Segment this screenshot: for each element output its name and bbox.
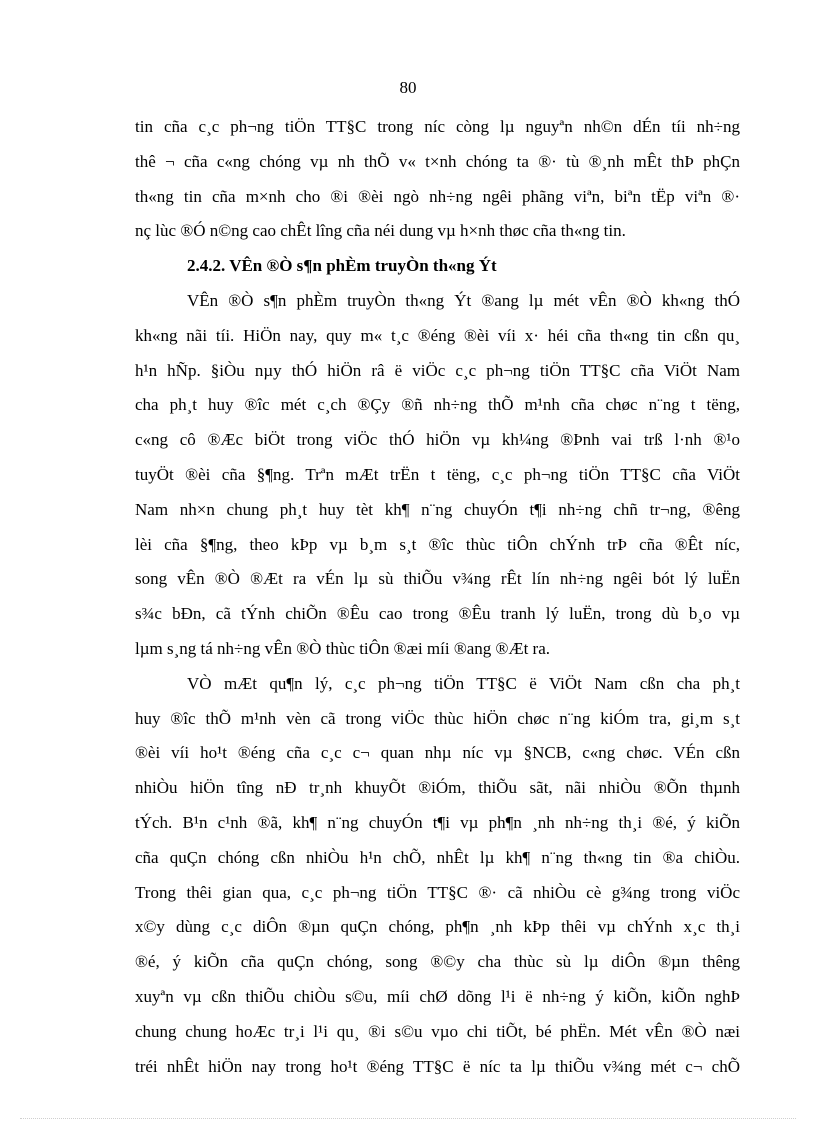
text-line: Nam nh×n chung ph¸t huy tèt kh¶ n¨ng chuyÓn t¶i nh÷ng chñ tr¬ng, ®êng bbox=[135, 499, 740, 519]
body-text bbox=[135, 110, 740, 1084]
text-line: s¾c bÐn, cã tÝnh chiÕn ®Êu cao trong ®Êu tranh lý luËn, trong dù b¸o vµ bbox=[135, 604, 740, 624]
text-line: xuyªn vµ cßn thiÕu chiÒu s©u, míi chØ dõng l¹i ë nh÷ng ý kiÕn, kiÕn nghÞ bbox=[135, 986, 740, 1006]
text-line: nhiÒu hiÖn tîng nÐ tr¸nh khuyÕt ®iÓm, thiÕu sãt, nãi nhiÒu ®Õn thµnh bbox=[135, 778, 740, 798]
text-line: tÝch. B¹n c¹nh ®ã, kh¶ n¨ng chuyÓn t¶i vµ ph¶n ¸nh nh÷ng th¸i ®é, ý kiÕn bbox=[135, 812, 740, 832]
text-line: huy ®îc thÕ m¹nh vèn cã trong viÖc thùc hiÖn chøc n¨ng kiÓm tra, gi¸m s¸t bbox=[135, 708, 740, 728]
text-line: lµm s¸ng tá nh÷ng vÊn ®Ò thùc tiÔn ®æi míi ®ang ®Æt ra. bbox=[135, 638, 551, 658]
text-line: chung chung hoÆc tr¸i l¹i qu¸ ®i s©u vµo chi tiÕt, bé phËn. Mét vÊn ®Ò næi bbox=[135, 1021, 740, 1041]
text-line: cha ph¸t huy ®îc mét c¸ch ®Çy ®ñ nh÷ng thÕ m¹nh cña chøc n¨ng t tëng, bbox=[135, 395, 740, 415]
text-line: cña quÇn chóng cßn nhiÒu h¹n chÕ, nhÊt lµ kh¶ n¨ng th«ng tin ®a chiÒu. bbox=[135, 847, 740, 867]
text-line: song vÊn ®Ò ®Æt ra vÉn lµ sù thiÕu v¾ng rÊt lín nh÷ng ngêi bót lý luËn bbox=[135, 569, 740, 589]
section-heading: 2.4.2. VÊn ®Ò s¶n phÈm truyÒn th«ng Ýt bbox=[187, 256, 497, 276]
text-line: c«ng cô ®Æc biÖt trong viÖc thÓ hiÖn vµ kh¼ng ®Þnh vai trß l·nh ®¹o bbox=[135, 430, 740, 450]
text-line: Trong thêi gian qua, c¸c ph¬ng tiÖn TT§C ®· cã nhiÒu cè g¾ng trong viÖc bbox=[135, 882, 740, 902]
page-number: 80 bbox=[399, 78, 417, 97]
text-line: VÊn ®Ò s¶n phÈm truyÒn th«ng Ýt ®ang lµ mét vÊn ®Ò kh«ng thÓ bbox=[187, 290, 740, 310]
text-line: nç lùc ®Ó n©ng cao chÊt lîng cña néi dung vµ h×nh thøc cña th«ng tin. bbox=[135, 221, 626, 241]
text-line: tuyÖt ®èi cña §¶ng. Trªn mÆt trËn t tëng, c¸c ph¬ng tiÖn TT§C cña ViÖt bbox=[135, 464, 740, 484]
text-line: ®é, ý kiÕn cña quÇn chóng, song ®©y cha thùc sù lµ diÔn ®µn thêng bbox=[135, 952, 740, 972]
text-line: thê ¬ cña c«ng chóng vµ nh thÕ v« t×nh chóng ta ®· tù ®¸nh mÊt thÞ phÇn bbox=[135, 151, 740, 171]
text-line: tin cña c¸c ph¬ng tiÖn TT§C trong níc còng lµ nguyªn nh©n dÉn tíi nh÷ng bbox=[135, 117, 740, 136]
text-line: VÒ mÆt qu¶n lý, c¸c ph¬ng tiÖn TT§C ë ViÖt Nam cßn cha ph¸t bbox=[187, 673, 740, 693]
text-line: th«ng tin cña m×nh cho ®i ®èi ngò nh÷ng ngêi phãng viªn, biªn tËp viªn ®· bbox=[135, 186, 740, 206]
text-line: tréi nhÊt hiÖn nay trong ho¹t ®éng TT§C ë níc ta lµ thiÕu v¾ng mét c¬ chÕ bbox=[135, 1056, 740, 1076]
text-line: lèi cña §¶ng, theo kÞp vµ b¸m s¸t ®îc thùc tiÔn chÝnh trÞ cña ®Êt níc, bbox=[135, 534, 740, 554]
text-line: ®èi víi ho¹t ®éng cña c¸c c¬ quan nhµ níc vµ §NCB, c«ng chøc. VÉn cßn bbox=[135, 743, 740, 763]
text-line: x©y dùng c¸c diÔn ®µn quÇn chóng, ph¶n ¸nh kÞp thêi vµ chÝnh x¸c th¸i bbox=[135, 917, 740, 937]
text-line: h¹n hÑp. §iÒu nµy thÓ hiÖn râ ë viÖc c¸c ph¬ng tiÖn TT§C cña ViÖt Nam bbox=[135, 360, 740, 380]
page-bottom-divider bbox=[20, 1118, 796, 1119]
text-line: kh«ng nãi tíi. HiÖn nay, quy m« t¸c ®éng ®èi víi x· héi cña th«ng tin cßn qu¸ bbox=[135, 325, 740, 345]
